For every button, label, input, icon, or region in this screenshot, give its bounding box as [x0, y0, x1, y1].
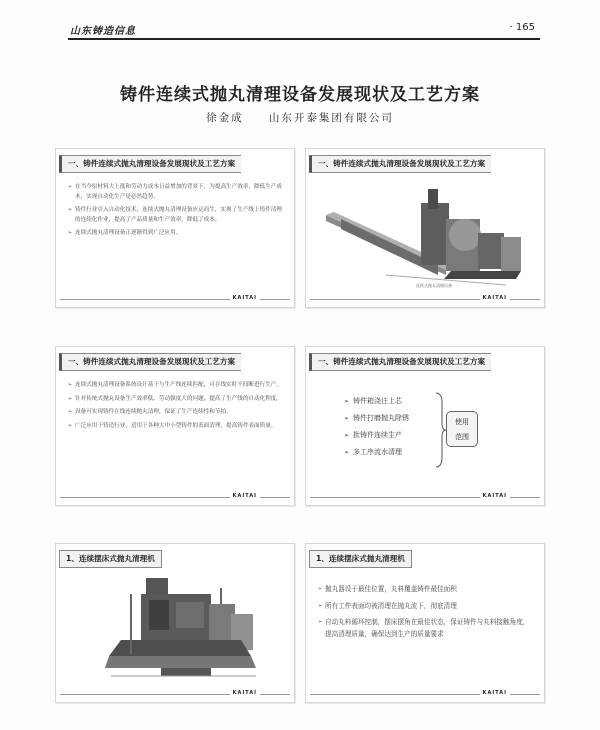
continuous-shot-blast-line-photo [326, 175, 526, 290]
feature-item: ➢ 多工序流水清理 [344, 444, 409, 461]
bullet-item: ➢ 连续式抛丸清理设备正逐渐得到广泛应用。 [68, 229, 284, 239]
slide-1 [55, 148, 295, 308]
slide-title: 1、连续摆床式抛丸清理机 [309, 550, 412, 568]
slide-3 [55, 346, 295, 506]
bullet-item: ➢ 自动丸料循环控制，摆床摆角在最佳状态，保证铸件与丸料接触角度，提高清理质量，确保达到生产的质量要求 [318, 617, 534, 640]
slide-title: 一、铸件连续式抛丸清理设备发展现状及工艺方案 [59, 353, 241, 371]
slide-title: 一、铸件连续式抛丸清理设备发展现状及工艺方案 [309, 155, 491, 173]
slide-4 [305, 346, 545, 506]
usage-label-2: 范围 [455, 433, 469, 441]
byline [0, 110, 600, 125]
slide-bullets [68, 381, 284, 435]
slide-title: 一、铸件连续式抛丸清理设备发展现状及工艺方案 [309, 353, 491, 371]
bullet-item: ➢ 抛丸器设于最佳位置，丸料覆盖铸件最佳面积 [318, 584, 534, 596]
feature-item: ➢ 批铸件连续生产 [344, 427, 409, 444]
brand-logo: KAITAI [230, 295, 260, 301]
slide-footer [306, 493, 544, 501]
usage-scope-box [446, 411, 478, 447]
brand-logo: KAITAI [230, 690, 260, 696]
swing-table-blast-machine-photo [101, 564, 266, 689]
usage-label-1: 使用 [455, 418, 469, 426]
slide-bullets [68, 183, 284, 243]
feature-item: ➢ 铸件打磨抛丸除锈 [344, 410, 409, 427]
slide-footer [56, 295, 294, 303]
slide-footer [56, 493, 294, 501]
slide-2 [305, 148, 545, 308]
bullet-item: ➢ 所有工件表面均被清理在抛丸流下，彻底清理 [318, 601, 534, 613]
slide-6 [305, 543, 545, 703]
slide-footer [306, 295, 544, 303]
slide-title: 1、连续摆床式抛丸清理机 [59, 550, 162, 568]
bullet-item: ➢ 连续式抛丸清理设备系统设计基于与生产线连续匹配，可在线实时不间断进行生产。 [68, 381, 284, 391]
brace-icon [434, 391, 446, 469]
author-name: 徐金成 [206, 112, 244, 124]
journal-name: 山东铸造信息 [70, 26, 136, 37]
page-number: · 165 [509, 22, 535, 33]
slide-footer [56, 690, 294, 698]
slide-title: 一、铸件连续式抛丸清理设备发展现状及工艺方案 [59, 155, 241, 173]
bullet-item: ➢ 在当今原材料大上涨和劳动力成本日益增加的背景下，为提高生产效率，降低生产成本，实现自动化生产是必然趋势。 [68, 183, 284, 202]
header-rule [68, 38, 540, 40]
author-affiliation: 山东开泰集团有限公司 [268, 112, 394, 124]
brand-logo: KAITAI [480, 690, 510, 696]
slide-5 [55, 543, 295, 703]
bullet-item: ➢ 广泛应用于铸造行业，适用于各种大中小型铸件的表面清理，提高铸件表面质量。 [68, 422, 284, 432]
brand-logo: KAITAI [480, 493, 510, 499]
bullet-item: ➢ 铸件行业引入自动化技术，连续式抛丸清理设备应运而生，实现了生产线上铸件清理的连续化作业，提高了产品质量和生产效率，降低了成本。 [68, 206, 284, 225]
bullet-item: ➢ 设备可实现铸件在线连续抛丸清理，保证了生产连续性和节拍。 [68, 408, 284, 418]
slide-bullets [318, 584, 534, 645]
article-title: 铸件连续式抛丸清理设备发展现状及工艺方案 [120, 85, 480, 105]
brand-logo: KAITAI [230, 493, 260, 499]
bullet-item: ➢ 针对传统式抛丸设备生产效率低、劳动强度大的问题，提高了生产线的自动化程度。 [68, 395, 284, 405]
slide-footer [306, 690, 544, 698]
photo-caption: 连续式抛丸清理设备 [416, 283, 452, 288]
application-list [344, 393, 409, 461]
feature-item: ➢ 铸件箱浇注上芯 [344, 393, 409, 410]
brand-logo: KAITAI [480, 295, 510, 301]
